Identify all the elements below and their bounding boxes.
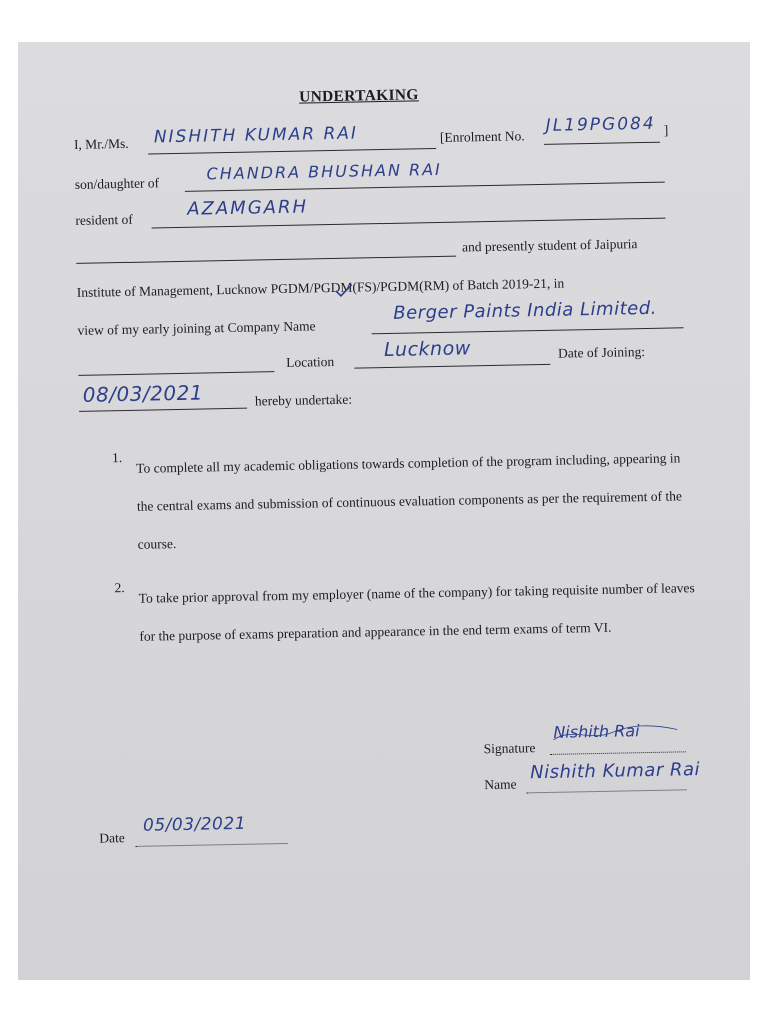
handwritten-enrolment: JL19PG084	[545, 113, 656, 136]
document-title: UNDERTAKING	[298, 86, 419, 106]
handwritten-location: Lucknow	[383, 337, 471, 362]
undertake-text: hereby undertake:	[254, 391, 353, 409]
company-label: view of my early joining at Company Name	[77, 318, 316, 338]
salutation-label: I, Mr./Ms.	[73, 135, 129, 152]
parent-label: son/daughter of	[74, 175, 160, 192]
handwritten-signature	[551, 717, 681, 743]
item-number: 2.	[114, 580, 125, 596]
name-underline	[148, 148, 436, 155]
document-content	[18, 42, 750, 980]
handwritten-parent-name: CHANDRA BHUSHAN RAI	[206, 159, 442, 184]
handwritten-resident: AZAMGARH	[187, 196, 309, 220]
signature-dotted-line	[550, 751, 686, 755]
institute-text: Institute of Management, Lucknow PGDM/PGDM(FS)/PGDM(RM) of Batch 2019-21, in	[76, 275, 565, 300]
company-underline	[372, 327, 684, 334]
address-underline	[76, 256, 456, 264]
location-label: Location	[286, 353, 335, 370]
date-dotted-line	[135, 843, 287, 847]
item-text: To complete all my academic obligations towards completion of the program including, appearing in the central exams and submission of continuous evaluation components as per the requirement of the course.	[136, 450, 683, 552]
pgdm-tick-mark	[335, 284, 353, 298]
enrolment-underline	[544, 142, 660, 145]
location-left-underline	[78, 371, 274, 376]
student-text: and presently student of Jaipuria	[461, 236, 638, 255]
enrolment-label: [Enrolment No.	[439, 128, 525, 145]
parent-underline	[185, 182, 665, 192]
handwritten-signatory-name: Nishith Kumar Rai	[529, 759, 701, 784]
signature-text: Nishith Rai	[553, 721, 640, 742]
handwritten-name: NISHITH KUMAR RAI	[153, 123, 359, 148]
resident-label: resident of	[75, 211, 133, 228]
date-of-joining-label: Date of Joining:	[557, 344, 646, 361]
name-dotted-line	[526, 789, 686, 793]
item-text: To take prior approval from my employer (name of the company) for taking requisite number of leaves for the purpose of exams preparation and appearance in the end term exams of term VI.	[138, 580, 695, 644]
location-underline	[354, 364, 550, 369]
handwritten-company: Berger Paints India Limited.	[393, 297, 658, 324]
handwritten-joining-date: 08/03/2021	[82, 380, 204, 407]
enrolment-bracket: ]	[663, 122, 669, 138]
handwritten-date: 05/03/2021	[142, 813, 247, 836]
name-label: Name	[484, 776, 517, 793]
document-page	[18, 42, 750, 980]
signature-label: Signature	[483, 740, 536, 757]
joining-date-underline	[79, 408, 247, 412]
date-label: Date	[99, 830, 125, 846]
resident-underline	[152, 218, 666, 229]
item-number: 1.	[111, 450, 123, 466]
